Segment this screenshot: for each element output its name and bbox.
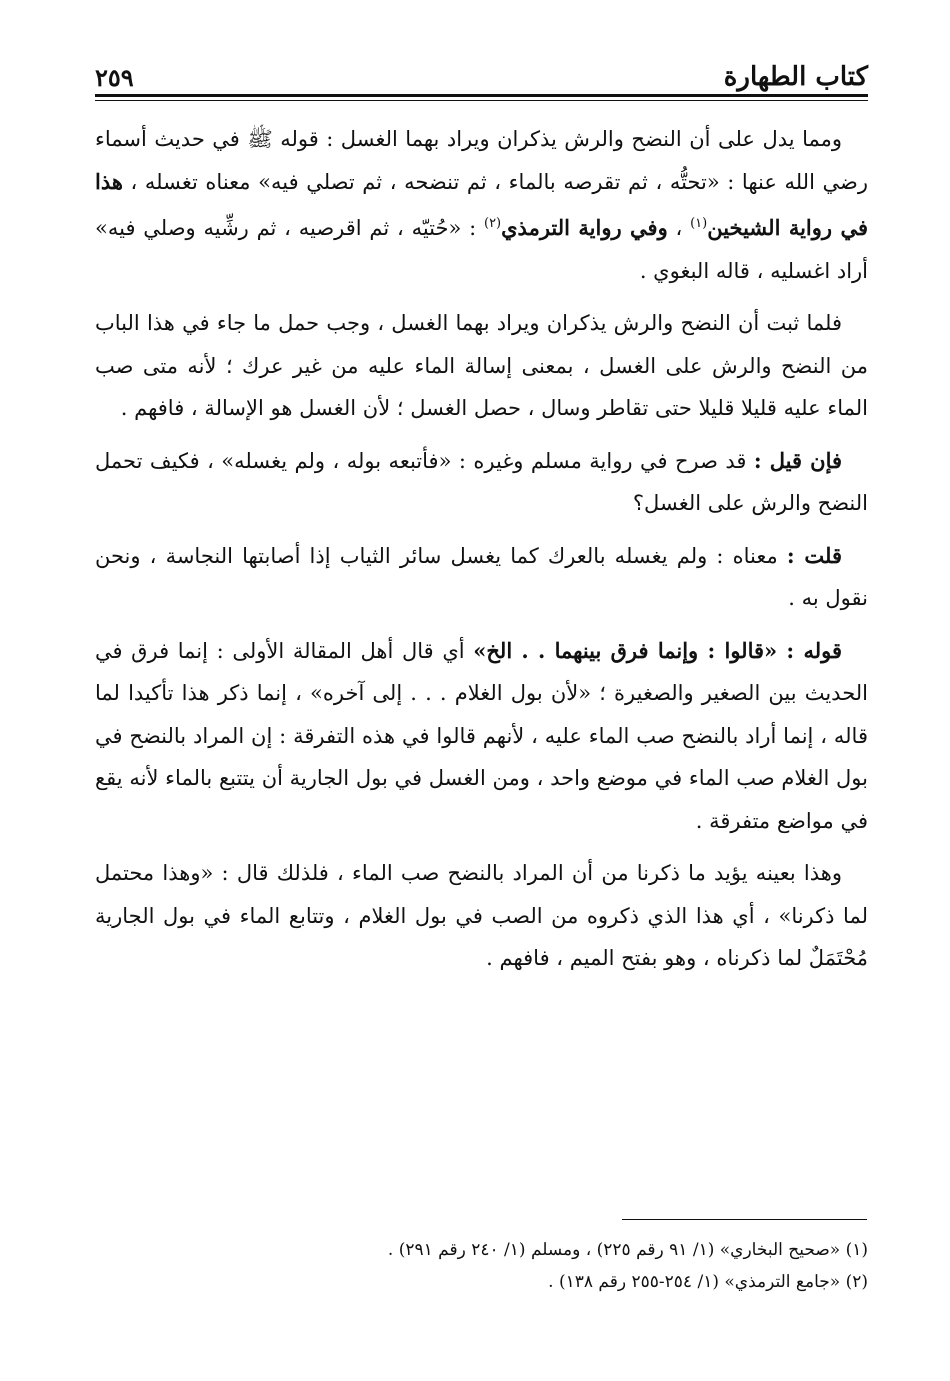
bold-lead: قلت : <box>786 542 842 568</box>
text-run: وهذا بعينه يؤيد ما ذكرنا من أن المراد بالنضح صب الماء ، فلذلك قال : «وهذا محتمل لما ذكرنا» ، أي هذا الذي ذكروه من الصب في بول الغلام ، وتتابع الماء في بول الجارية مُحْتَمَلٌ لما ذكرناه ، وهو بفتح الميم ، فافهم . <box>95 861 868 970</box>
paragraph-2 <box>95 302 868 430</box>
footnote-2: (٢) «جامع الترمذي» (١/ ٢٥٤-٢٥٥ رقم ١٣٨) . <box>548 1272 868 1292</box>
text-run: أي قال أهل المقالة الأولى : إنما فرق في الحديث بين الصغير والصغيرة ؛ «لأن بول الغلام . . . إلى آخره» ، إنما ذكر هذا تأكيدا لما قاله ، إنما أراد بالنضح صب الماء عليه ، لأنهم قالوا في هذه التفرقة : إن المراد بالنضح في بول الغلام صب الماء في موضع واحد ، ومن الغسل في بول الجارية أن يتتبع بالماء لأنه يقع في مواضع متفرقة . <box>95 638 868 833</box>
bold-phrase: وفي رواية الترمذي <box>501 215 668 240</box>
paragraph-1 <box>95 118 868 292</box>
paragraph-4 <box>95 535 868 620</box>
page-header <box>95 50 868 92</box>
footnote-ref-2: (٢) <box>483 216 502 231</box>
footnote-1: (١) «صحيح البخاري» (١/ ٩١ رقم ٢٢٥) ، ومسلم (١/ ٢٤٠ رقم ٢٩١) . <box>387 1240 868 1260</box>
text-run: قد صرح في رواية مسلم وغيره : «فأتبعه بوله ، ولم يغسله» ، فكيف تحمل النضح والرش على الغسل؟ <box>95 448 868 515</box>
text-run: ومما يدل على أن النضح والرش يذكران ويراد بهما الغسل : قوله ﷺ في حديث أسماء رضي الله عنها : «تحتُّه ، ثم تقرصه بالماء ، ثم تنضحه ، ثم تصلي فيه» معناه تغسله ، <box>95 127 868 194</box>
footnotes <box>120 1234 868 1298</box>
paragraph-5 <box>95 630 868 843</box>
paragraph-6 <box>95 852 868 980</box>
text-run: ، <box>667 216 691 240</box>
text-run: : «حُتيّه ، ثم اقرصيه ، ثم رشِّيه وصلي فيه» أراد اغسليه ، قاله البغوي . <box>95 216 868 283</box>
bold-lead: فإن قيل : <box>753 447 843 473</box>
main-text <box>95 118 868 990</box>
footnote-separator <box>622 1219 867 1220</box>
page-number: ٢٥٩ <box>95 63 134 92</box>
text-run: معناه : ولم يغسله بالعرك كما يغسل سائر الثياب إذا أصابتها النجاسة ، ونحن نقول به . <box>95 543 868 610</box>
footnote-ref-1: (١) <box>690 216 708 231</box>
paragraph-3 <box>95 440 868 525</box>
bold-lead: قوله : «قالوا : وإنما فرق بينهما . . الخ» <box>473 637 842 663</box>
header-rule-thin <box>95 100 868 101</box>
header-rule-thick <box>95 94 868 97</box>
book-title: كتاب الطهارة <box>723 62 868 92</box>
text-run: فلما ثبت أن النضح والرش يذكران ويراد بهما الغسل ، وجب حمل ما جاء في هذا الباب من النضح والرش على الغسل ، بمعنى إسالة الماء عليه من غير عرك ؛ لأنه متى صب الماء عليه قليلا قليلا حتى تقاطر وسال ، حصل الغسل ؛ لأن الغسل هو الإسالة ، فافهم . <box>95 311 868 420</box>
bold-phrase: هذا في رواية الشيخين <box>95 168 868 240</box>
